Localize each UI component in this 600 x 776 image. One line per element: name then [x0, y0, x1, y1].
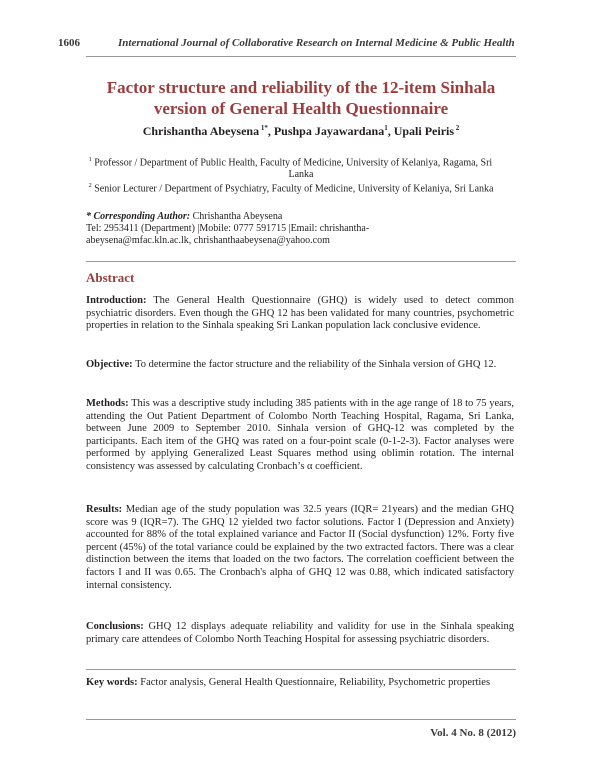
title-line-1: Factor structure and reliability of the 12-item Sinhala: [106, 78, 496, 97]
keywords-paragraph: Key words: Factor analysis, General Health Questionnaire, Reliability, Psychometric properties: [86, 677, 491, 688]
header-divider: [86, 56, 516, 57]
affiliation-1: $^1$ Professor / Department of Public Health, Faculty of Medicine, University of Kelaniya, Ragama, Sri Lanka: [88, 156, 493, 181]
footer-divider: [86, 719, 516, 720]
objective-paragraph: Objective: To determine the factor structure and the reliability of the Sinhala version of GHQ 12.: [86, 359, 497, 370]
keywords-divider: [86, 669, 516, 670]
conclusions-paragraph: Conclusions: GHQ 12 displays adequate reliability and validity for use in the Sinhala speaking primary care attendees of Colombo North Teaching Hospital for assessing psychiatric disorders.: [86, 621, 514, 645]
author-mark: 1: [384, 124, 388, 132]
author-name: Upali Peiris: [393, 124, 455, 138]
abstract-heading: Abstract: [86, 270, 135, 285]
contact-line: abeysena@mfac.kln.ac.lk, chrishanthaabeysena@yahoo.com: [86, 235, 330, 246]
author-list: Chrishantha Abeysena $^{1*}$, Pushpa Jayawardana$^1$, Upali Peiris $^2$: [142, 124, 460, 138]
page-number: 1606: [58, 37, 80, 49]
abstract-divider: [86, 261, 516, 262]
journal-name: International Journal of Collaborative Research on Internal Medicine & Public Health: [118, 37, 515, 49]
author-mark: 1*: [260, 124, 268, 132]
corresponding-author: * Corresponding Author: Chrishantha Abeysena Tel: 2953411 (Department) |Mobile: 0777 591715 |Email: chrishantha- abeysena@mfac.kln.ac.lk, chrishanthaabeysena@yahoo.com: [86, 211, 370, 246]
results-paragraph: Results: Median age of the study population was 32.5 years (IQR= 21years) and the median GHQ score was 9 (IQR=7). The GHQ 12 yielded two factor solutions. Factor I (Depression and Anxiety) accounted for 88% of the total explained variance and Factor II (Social dysfunction) 12%. Forty five percent (45%) of the total variance could be explained by the two extracted factors. There was a clear distinction between the items that loaded on the two factors. The correlation coefficient between the factors I and II was 0.65. The Cronbach's alpha of GHQ 12 was 0.88, which indicated satisfactory internal consistency.: [86, 504, 514, 591]
affiliation-2: $^2$ Senior Lecturer / Department of Psychiatry, Faculty of Medicine, University of Kelaniya, Sri Lanka: [88, 182, 494, 195]
paper-title: [86, 77, 516, 119]
volume-info: Vol. 4 No. 8 (2012): [430, 727, 516, 739]
author-name: Chrishantha Abeysena: [142, 124, 260, 138]
contact-line: Tel: 2953411 (Department) |Mobile: 0777 591715 |Email: chrishantha-: [86, 223, 370, 234]
methods-paragraph: Methods: This was a descriptive study including 385 patients with in the age range of 18 to 75 years, attending the Out Patient Department of Colombo North Teaching Hospital, Ragama, Sri Lanka, between June 2009 to September 2010. Sinhala version of GHQ-12 was completed by the participants. Each item of the GHQ was rated on a four-point scale (0-1-2-3). Factor analyses were performed by applying Generalized Least Squares method using oblimin rotation. The internal consistency was assessed by calculating Cronbach’s α coefficient.: [86, 398, 514, 472]
introduction-paragraph: Introduction: The General Health Questionnaire (GHQ) is widely used to detect common psychiatric disorders. Even though the GHQ 12 has been validated for many countries, psychometric properties in relation to the Sinhala speaking Sri Lankan population lack conclusive evidence.: [86, 295, 514, 332]
title-line-2: version of General Health Questionnaire: [153, 99, 449, 118]
author-mark: 2: [455, 124, 460, 132]
author-name: Pushpa Jayawardana: [273, 124, 385, 138]
